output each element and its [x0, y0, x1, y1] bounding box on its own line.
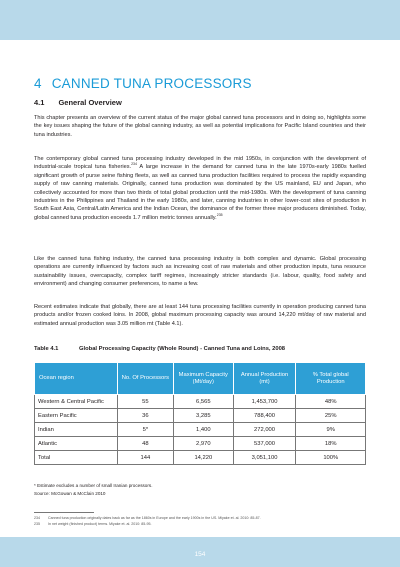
footnote-235: [34, 522, 151, 526]
cell-region: Atlantic: [35, 437, 118, 451]
table-row: [35, 437, 366, 451]
paragraph-estimates: Recent estimates indicate that globally, there are at least 144 tuna processing facilities currently in operation producing canned tuna products and/or frozen cooked loins. In 2008, global maximum processing capacity was around 14,220 mt/day of raw material and estimated annual production was 3.05 million mt (Table 4.1).: [34, 304, 366, 327]
cell-region: Indian: [35, 423, 118, 437]
header-max-capacity: Maximum Capacity (Mt/day): [174, 363, 234, 395]
cell-processors: 48: [117, 437, 173, 451]
header-no-processors: No. Of Processors: [117, 363, 173, 395]
chapter-title: CANNED TUNA PROCESSORS: [51, 76, 252, 91]
footnote-number: 235: [34, 522, 40, 526]
cell-processors: 36: [117, 409, 173, 423]
cell-percent: 18%: [296, 437, 366, 451]
table-source: Source: McGowan & McClain 2010: [34, 491, 106, 496]
cell-region: Eastern Pacific: [35, 409, 118, 423]
cell-percent: 100%: [296, 451, 366, 465]
footnote-ref-235: 235: [216, 212, 223, 217]
header-ocean-region: Ocean region: [35, 363, 118, 395]
header-pct-global: % Total global Production: [296, 363, 366, 395]
section-title: General Overview: [58, 98, 122, 107]
chapter-heading: [34, 76, 252, 91]
cell-processors: 5*: [117, 423, 173, 437]
top-band: [0, 0, 400, 40]
cell-region: Western & Central Pacific: [35, 395, 118, 409]
cell-capacity: 6,565: [174, 395, 234, 409]
cell-capacity: 1,400: [174, 423, 234, 437]
cell-percent: 25%: [296, 409, 366, 423]
cell-production: 1,453,700: [233, 395, 296, 409]
table-title: Global Processing Capacity (Whole Round) - Canned Tuna and Loins, 2008: [79, 346, 286, 352]
footnote-ref-234: 234: [131, 162, 137, 167]
footnote-text: Canned tuna production originally dates back as far as the 1860s in Europe and the early 1900s in the US. Miyake et. al. 2010: 85-87.: [48, 516, 261, 520]
cell-capacity: 2,970: [174, 437, 234, 451]
section-number: 4.1: [34, 98, 45, 107]
footnote-divider: [34, 512, 94, 513]
paragraph-history-part2: A large increase in the demand for canned tuna in the late 1970s-early 1980s fuelled significant growth of purse seine fishing fleets, as well as canned tuna production facilities required to process the rapidly expanding supply of raw canning materials. Originally, canned tuna production was dominated by the US mainland, EU and Japan, who collectively accounted for more than two thirds of total global production until the mid-1980s. With the development of tuna canning industries in the Philippines and Thailand in the early 1980s, and later, canning industries in other lower-cost sites of production in South East Asia, Central/Latin America and the Indian Ocean, the dominance of the former three major producers diminished. Today, global canned tuna production exceeds 1.7 million metric tonnes annually.: [34, 164, 367, 221]
chapter-number: 4: [34, 76, 42, 91]
table-row: [35, 409, 366, 423]
cell-production: 3,051,100: [233, 451, 296, 465]
paragraph-intro: This chapter presents an overview of the current status of the major global canned tuna processors and in doing so, highlights some the key issues shaping the future of the global canning industry, as well as potential implications for Pacific Island countries and their tuna industries.: [34, 115, 366, 138]
cell-percent: 9%: [296, 423, 366, 437]
paragraph-history: [34, 155, 366, 222]
table-header-row: [35, 363, 366, 395]
cell-percent: 48%: [296, 395, 366, 409]
cell-production: 272,000: [233, 423, 296, 437]
cell-production: 788,400: [233, 409, 296, 423]
header-annual-production: Annual Production (mt): [233, 363, 296, 395]
page-number: 154: [194, 551, 206, 558]
cell-region: Total: [35, 451, 118, 465]
table-caption: [34, 346, 285, 352]
footnote-234: [34, 516, 261, 520]
cell-capacity: 14,220: [174, 451, 234, 465]
table-row: [35, 423, 366, 437]
section-heading: [34, 98, 122, 107]
table-row: [35, 395, 366, 409]
footnote-number: 234: [34, 516, 40, 520]
cell-processors: 144: [117, 451, 173, 465]
table-number: Table 4.1: [34, 346, 59, 352]
cell-production: 537,000: [233, 437, 296, 451]
cell-processors: 55: [117, 395, 173, 409]
paragraph-history-part1: The contemporary global canned tuna processing industry developed in the mid 1950s, in conjunction with the development of industrial-scale tropical tuna fisheries.: [34, 156, 366, 171]
table-total-row: [35, 451, 366, 465]
paragraph-dynamics: Like the canned tuna fishing industry, the canned tuna processing industry is both complex and dynamic. Global processing operations are currently influenced by factors such as increasing cost of raw materials and other production inputs, tuna resource sustainability issues, overcapacity, complex tariff regimes, increasingly stricter standards (i.e. labour, quality, food safety and environment) and changing consumer preferences, to name a few.: [34, 256, 366, 288]
footnote-text: In net weight (finished product) terms. Miyake et. al. 2010: 85-95.: [48, 522, 152, 526]
processing-capacity-table: [34, 362, 366, 465]
table-note: * Estimate excludes a number of small Iranian processors.: [34, 483, 153, 488]
cell-capacity: 3,285: [174, 409, 234, 423]
